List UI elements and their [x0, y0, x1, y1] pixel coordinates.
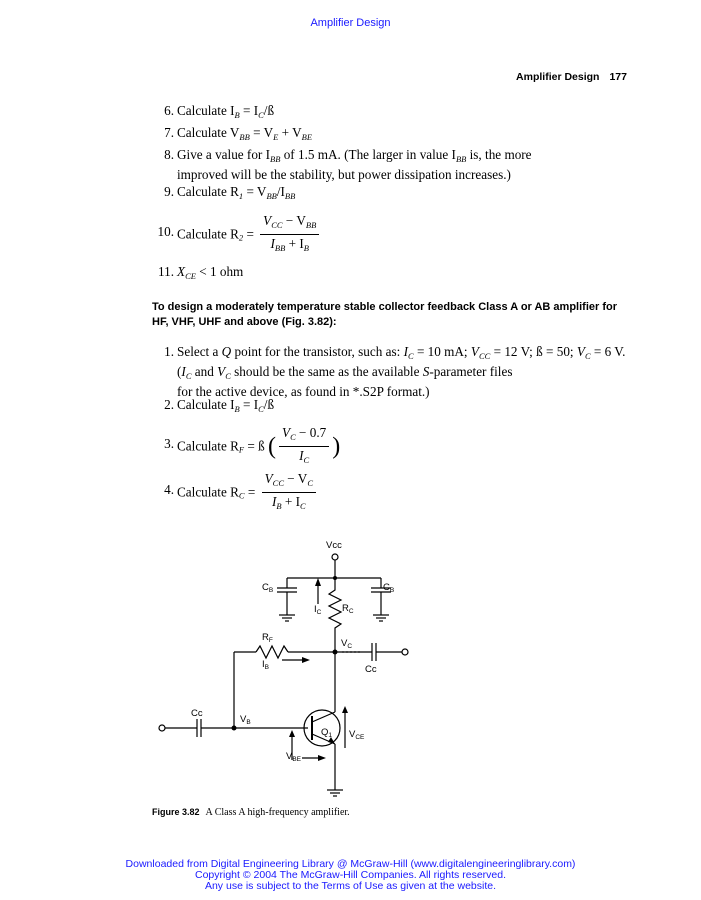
vcc-label: Vcc [326, 540, 342, 551]
ic-label: $I_C$ [314, 604, 322, 616]
ib-label: $I_B$ [262, 659, 269, 671]
footer-line-2: Copyright © 2004 The McGraw-Hill Companies. All rights reserved. [195, 869, 506, 881]
input-terminal [159, 725, 165, 731]
cb-right-label: $C_B$ [383, 582, 395, 594]
rf-label: $R_F$ [262, 632, 273, 644]
footer[interactable] [0, 859, 701, 892]
cc-in-label: Cc [191, 708, 203, 719]
vc-label: $V_C$ [341, 638, 353, 650]
rc-label: $R_C$ [342, 603, 354, 615]
section-heading: To design a moderately temperature stable collector feedback Class A or AB amplifier for HF, VHF, UHF and above (Fig. 3.82): [152, 301, 617, 328]
footer-line-3[interactable]: Any use is subject to the Terms of Use as given at the website. [204, 880, 497, 892]
rf-resistor [256, 646, 288, 658]
vbe-label: $V_{BE}$ [286, 751, 302, 763]
step4-fraction: $\frac{V_{CC} - V_C}{I_B + I_C}$ [262, 471, 316, 514]
vcc-terminal [332, 554, 338, 560]
vce-label: $V_{CE}$ [349, 729, 365, 741]
page-number: 177 [609, 71, 627, 83]
q1-label: $Q_1$ [321, 727, 333, 739]
top-banner[interactable]: Amplifier Design [310, 17, 391, 29]
rc-resistor [329, 578, 341, 652]
figure-caption: Figure 3.82 A Class A high-frequency amplifier. [152, 807, 350, 818]
running-head-title: Amplifier Design [516, 71, 600, 83]
footer-line-1[interactable]: Downloaded from Digital Engineering Library @ McGraw-Hill (www.digitalengineeringlibrary.com) [125, 858, 576, 870]
cb-left-label: $C_B$ [262, 582, 274, 594]
step10-fraction: $\frac{V_{CC} - V_{BB}}{I_{BB} + I_B}$ [260, 213, 319, 256]
vb-label: $V_B$ [240, 714, 251, 726]
output-terminal [402, 649, 408, 655]
cc-out-label: Cc [365, 664, 377, 675]
step3-fraction: $\frac{V_C - 0.7}{I_C}$ [279, 425, 329, 468]
